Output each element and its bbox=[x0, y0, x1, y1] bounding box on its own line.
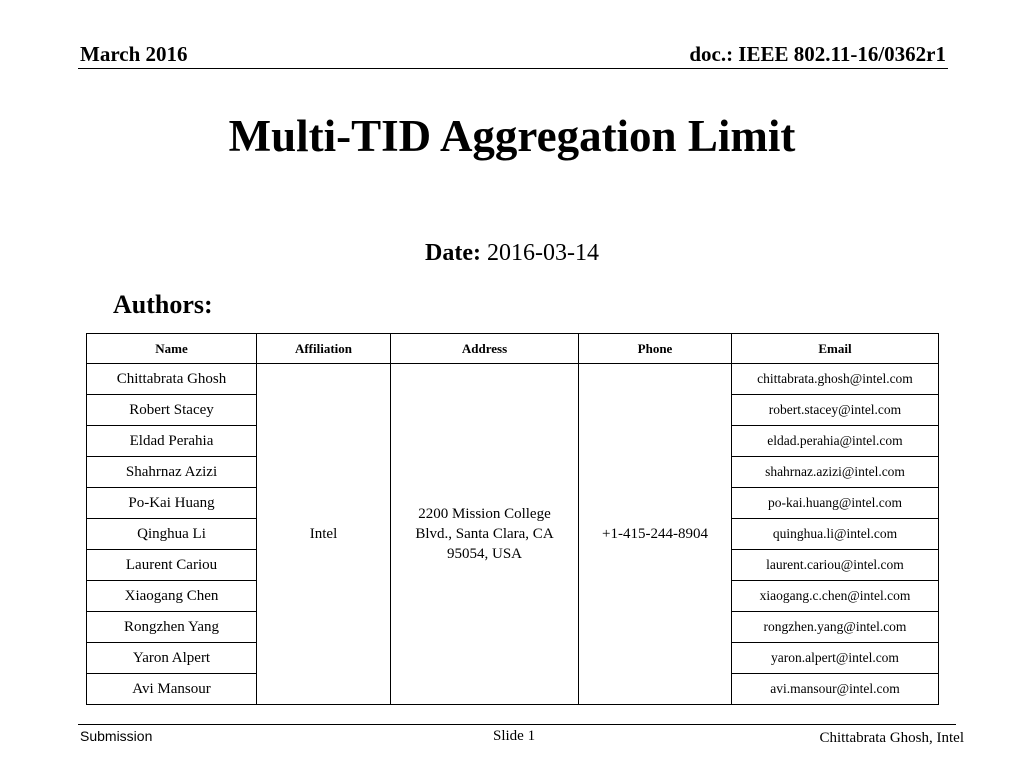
author-name: Rongzhen Yang bbox=[87, 612, 257, 643]
author-email: avi.mansour@intel.com bbox=[732, 674, 939, 705]
date-value: 2016-03-14 bbox=[486, 240, 599, 266]
footer-submission: Submission bbox=[80, 728, 153, 744]
header-date: March 2016 bbox=[80, 42, 188, 66]
date-label: Date: bbox=[425, 240, 481, 266]
author-email: rongzhen.yang@intel.com bbox=[732, 612, 939, 643]
author-name: Laurent Cariou bbox=[87, 550, 257, 581]
header-divider bbox=[78, 68, 948, 69]
phone-cell: +1-415-244-8904 bbox=[579, 364, 732, 705]
author-name: Qinghua Li bbox=[87, 519, 257, 550]
author-name: Eldad Perahia bbox=[87, 426, 257, 457]
column-header-name: Name bbox=[87, 334, 257, 364]
column-header-address: Address bbox=[391, 334, 579, 364]
footer-author: Chittabrata Ghosh, Intel bbox=[819, 730, 964, 746]
author-email: laurent.cariou@intel.com bbox=[732, 550, 939, 581]
author-email: po-kai.huang@intel.com bbox=[732, 488, 939, 519]
footer-divider bbox=[78, 724, 956, 725]
author-name: Robert Stacey bbox=[87, 395, 257, 426]
table-row bbox=[87, 364, 939, 395]
table-header-row bbox=[87, 334, 939, 364]
author-email: xiaogang.c.chen@intel.com bbox=[732, 581, 939, 612]
authors-table bbox=[86, 333, 939, 705]
author-email: robert.stacey@intel.com bbox=[732, 395, 939, 426]
date-line bbox=[0, 240, 1024, 267]
author-name: Yaron Alpert bbox=[87, 643, 257, 674]
author-email: chittabrata.ghosh@intel.com bbox=[732, 364, 939, 395]
column-header-phone: Phone bbox=[579, 334, 732, 364]
author-email: shahrnaz.azizi@intel.com bbox=[732, 457, 939, 488]
address-text: 2200 Mission College Blvd., Santa Clara, CA 95054, USA bbox=[415, 506, 554, 562]
author-name: Po-Kai Huang bbox=[87, 488, 257, 519]
authors-heading: Authors: bbox=[113, 290, 213, 319]
address-cell bbox=[391, 364, 579, 705]
author-email: quinghua.li@intel.com bbox=[732, 519, 939, 550]
column-header-email: Email bbox=[732, 334, 939, 364]
author-name: Xiaogang Chen bbox=[87, 581, 257, 612]
author-name: Shahrnaz Azizi bbox=[87, 457, 257, 488]
header-doc-id: doc.: IEEE 802.11-16/0362r1 bbox=[689, 42, 946, 66]
author-name: Avi Mansour bbox=[87, 674, 257, 705]
footer-slide-number: Slide 1 bbox=[493, 728, 536, 744]
author-email: eldad.perahia@intel.com bbox=[732, 426, 939, 457]
affiliation-cell: Intel bbox=[257, 364, 391, 705]
slide-title: Multi-TID Aggregation Limit bbox=[228, 111, 796, 161]
column-header-affiliation: Affiliation bbox=[257, 334, 391, 364]
author-email: yaron.alpert@intel.com bbox=[732, 643, 939, 674]
author-name: Chittabrata Ghosh bbox=[87, 364, 257, 395]
